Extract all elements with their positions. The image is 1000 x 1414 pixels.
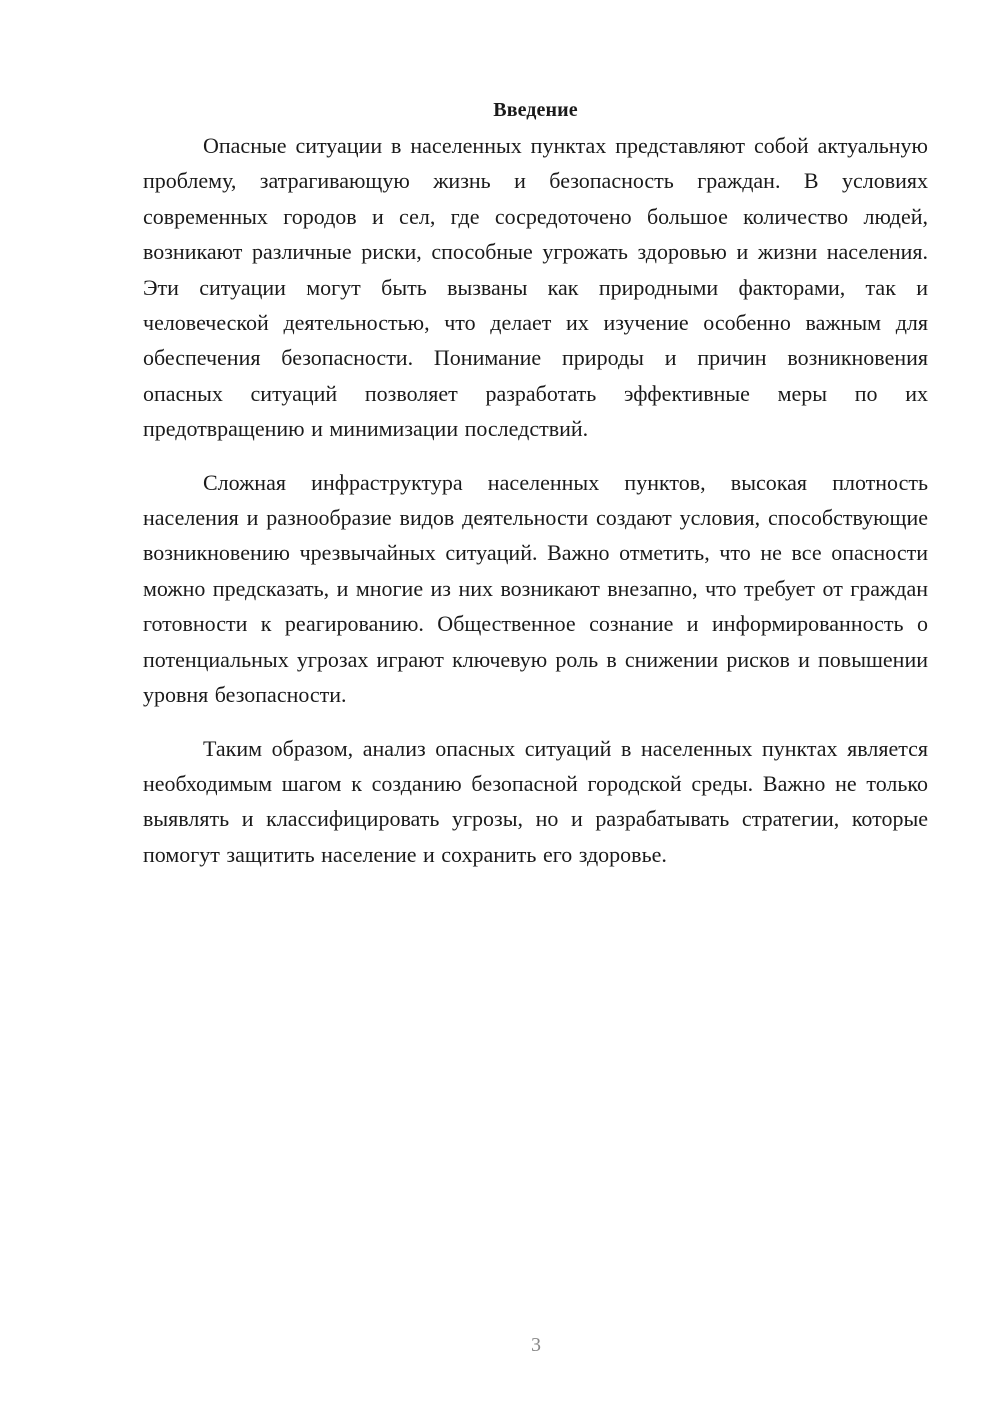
page-number: 3 bbox=[531, 1334, 541, 1356]
section-heading: Введение bbox=[493, 99, 578, 121]
paragraph-2: Сложная инфраструктура населенных пунктов, высокая плотность населения и разнообразие видов деятельности создают условия, способствующие возникновению чрезвычайных ситуаций. Важно отметить, что не все опасности можно предсказать, и многие из них возникают внезапно, что требует от граждан готовности к реагированию. Общественное сознание и информированность о потенциальных угрозах играют ключевую роль в снижении рисков и повышении уровня безопасности. bbox=[143, 469, 928, 708]
page-content bbox=[143, 92, 928, 890]
paragraph-1: Опасные ситуации в населенных пунктах представляют собой актуальную проблему, затрагивающую жизнь и безопасность граждан. В условиях современных городов и сел, где сосредоточено большое количество людей, возникают различные риски, способные угрожать здоровью и жизни населения. Эти ситуации могут быть вызваны как природными факторами, так и человеческой деятельностью, что делает их изучение особенно важным для обеспечения безопасности. Понимание природы и причин возникновения опасных ситуаций позволяет разработать эффективные меры по их предотвращению и минимизации последствий. bbox=[143, 133, 928, 442]
paragraph-3: Таким образом, анализ опасных ситуаций в населенных пунктах является необходимым шагом к созданию безопасной городской среды. Важно не только выявлять и классифицировать угрозы, но и разрабатывать стратегии, которые помогут защитить население и сохранить его здоровье. bbox=[143, 735, 928, 867]
